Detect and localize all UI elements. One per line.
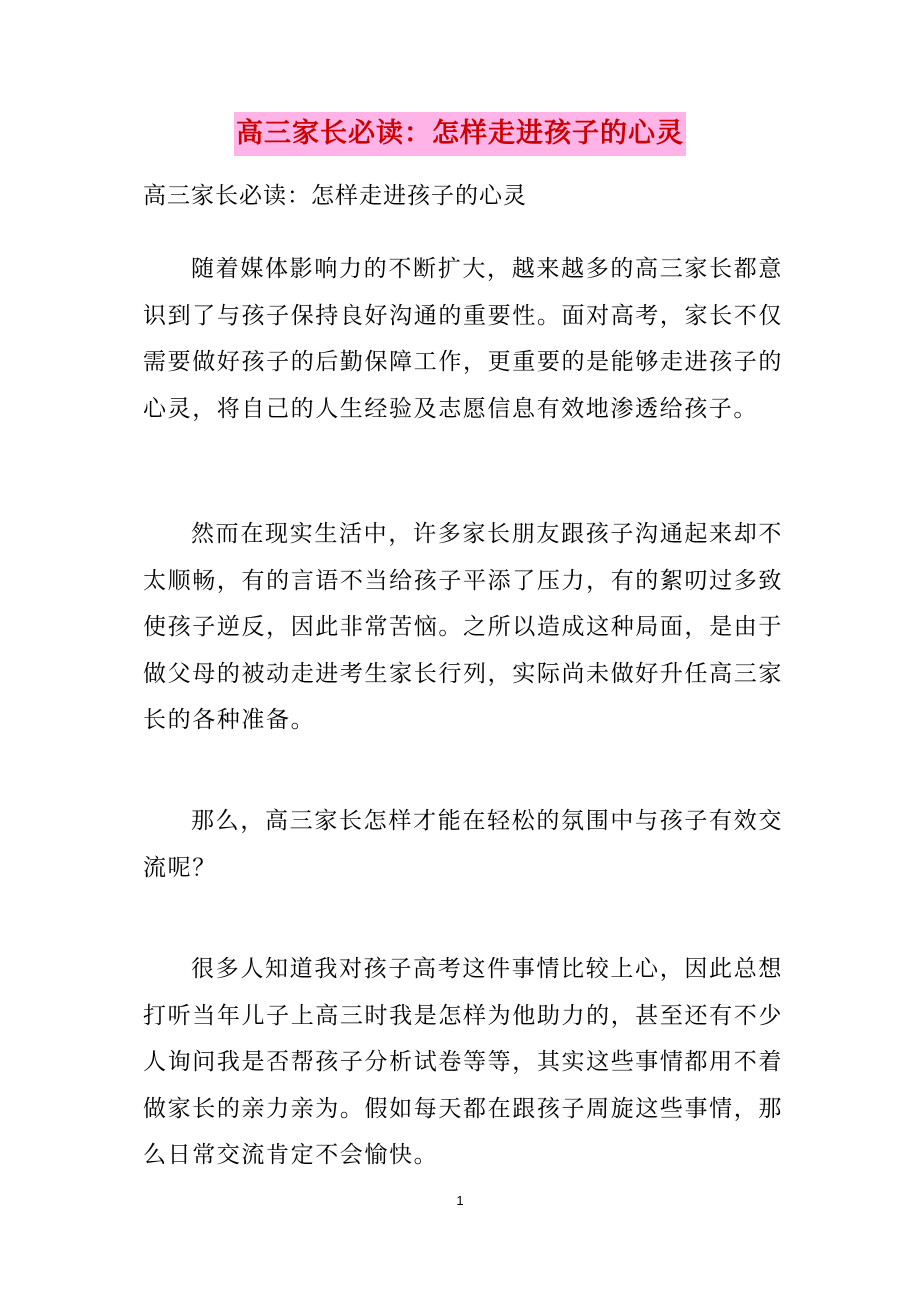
paragraph-2: 然而在现实生活中，许多家长朋友跟孩子沟通起来却不太顺畅，有的言语不当给孩子平添了压力，有的絮叨过多致使孩子逆反，因此非常苦恼。之所以造成这种局面，是由于做父母的被动走进考生家长行列，实际尚未做好升任高三家长的各种准备。 (143, 521, 783, 733)
document-subtitle: 高三家长必读：怎样走进孩子的心灵 (143, 183, 527, 209)
paragraph-1: 随着媒体影响力的不断扩大，越来越多的高三家长都意识到了与孩子保持良好沟通的重要性。面对高考，家长不仅需要做好孩子的后勤保障工作，更重要的是能够走进孩子的心灵，将自己的人生经验及志愿信息有效地渗透给孩子。 (143, 256, 783, 422)
title-container (0, 112, 920, 156)
page-number: 1 (456, 1193, 464, 1208)
document-title: 高三家长必读：怎样走进孩子的心灵 (234, 112, 686, 156)
paragraph-4: 很多人知道我对孩子高考这件事情比较上心，因此总想打听当年儿子上高三时我是怎样为他助力的，甚至还有不少人询问我是否帮孩子分析试卷等等，其实这些事情都用不着做家长的亲力亲为。假如每天都在跟孩子周旋这些事情，那么日常交流肯定不会愉快。 (143, 956, 783, 1168)
paragraph-3: 那么，高三家长怎样才能在轻松的氛围中与孩子有效交流呢？ (143, 808, 783, 881)
